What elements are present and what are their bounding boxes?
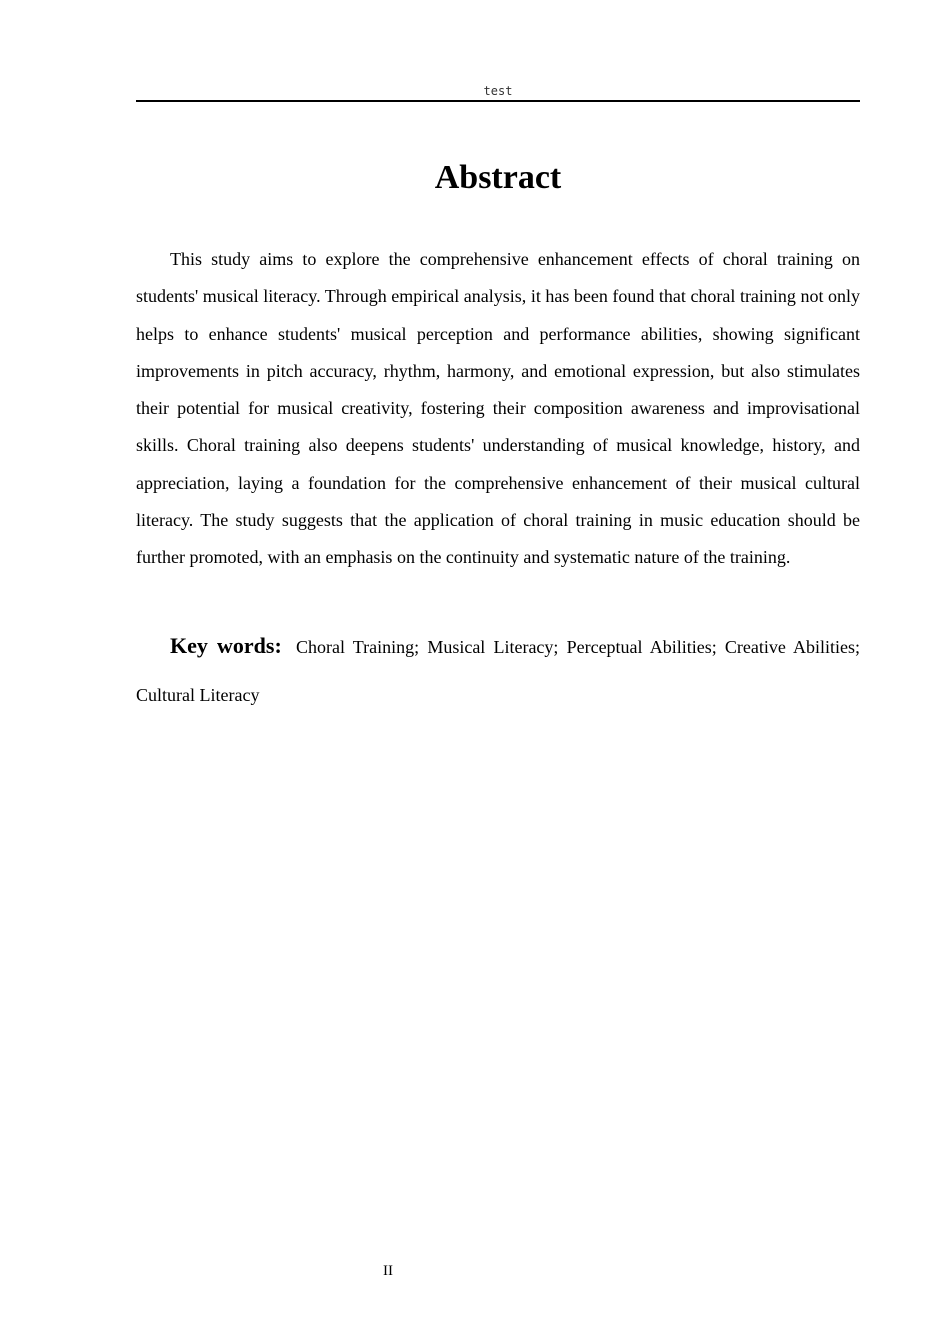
page-number: II <box>383 1263 393 1279</box>
abstract-title: Abstract <box>434 159 562 196</box>
keywords-paragraph <box>136 622 860 719</box>
abstract-paragraph: This study aims to explore the comprehensive enhancement effects of choral training on students' musical literacy. Through empirical analysis, it has been found that choral training not only helps to enhance students' musical perception and performance abilities, showing significant improvements in pitch accuracy, rhythm, harmony, and emotional expression, but also stimulates their potential for musical creativity, fostering their composition awareness and improvisational skills. Choral training also deepens students' understanding of musical knowledge, history, and appreciation, laying a foundation for the comprehensive enhancement of their musical cultural literacy. The study suggests that the application of choral training in music education should be further promoted, with an emphasis on the continuity and systematic nature of the training. <box>136 249 860 568</box>
header-text: test <box>483 84 513 98</box>
keywords-value: Choral Training; Musical Literacy; Perceptual Abilities; Creative Abilities; Cultural Literacy <box>136 637 860 705</box>
keywords-label: Key words: <box>170 633 282 658</box>
running-header <box>136 82 860 102</box>
